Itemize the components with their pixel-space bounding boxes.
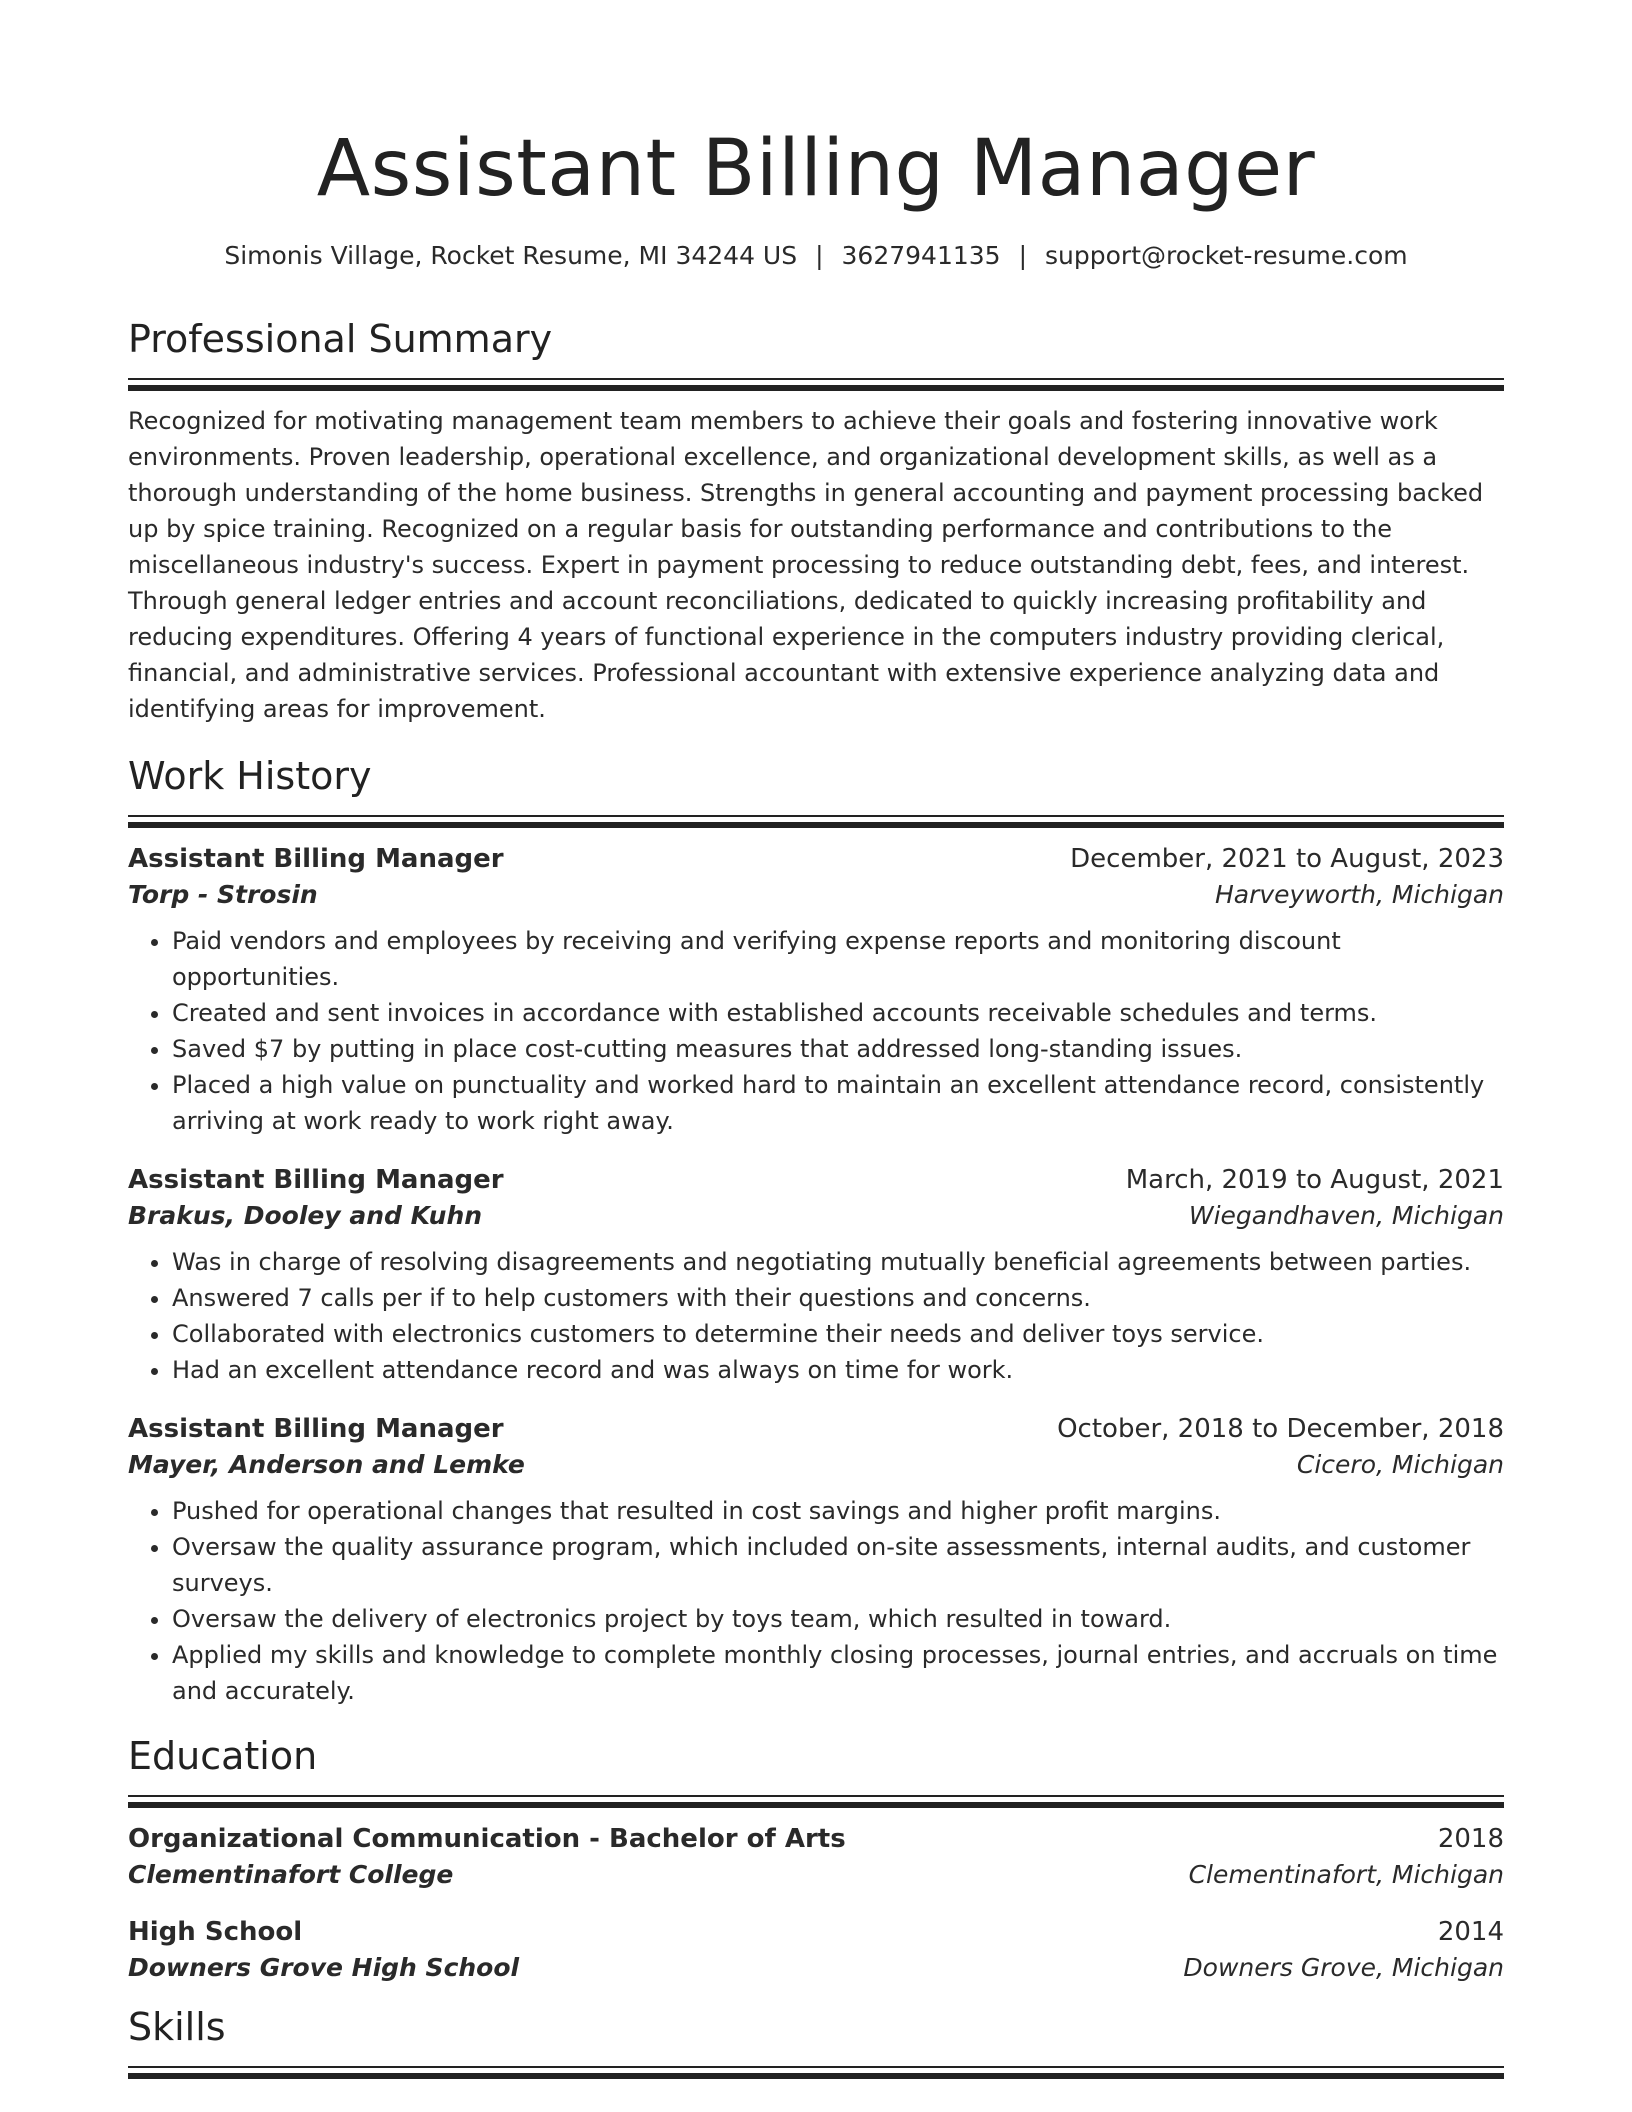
education-school: Clementinafort College xyxy=(128,1860,454,1889)
job-header-row xyxy=(128,1414,1504,1444)
summary-text: Recognized for motivating management team members to achieve their goals and fostering innovative work environments. Proven leadership, operational excellence, and organizational development skills, as well as a thorough understanding of the home business. Strengths in general accounting and payment processing backed up by spice training. Recognized on a regular basis for outstanding performance and contributions to the miscellaneous industry's success. Expert in payment processing to reduce outstanding debt, fees, and interest. Through general ledger entries and account reconciliations, dedicated to quickly increasing profitability and reducing expenditures. Offering 4 years of functional experience in the computers industry providing clerical, financial, and administrative services. Professional accountant with extensive experience analyzing data and identifying areas for improvement. xyxy=(128,407,1484,723)
education-degree: Organizational Communication - Bachelor of Arts xyxy=(128,1824,846,1854)
job-bullet: • Paid vendors and employees by receiving and verifying expense reports and monitoring discount opportunities. xyxy=(172,923,1504,995)
education-header-row xyxy=(128,1917,1504,1947)
resume-name: Assistant Billing Manager xyxy=(316,124,1316,214)
education-location: Downers Grove, Michigan xyxy=(1183,1953,1504,1982)
education-year: 2018 xyxy=(1437,1824,1504,1854)
education-year: 2014 xyxy=(1437,1917,1504,1947)
job-location: Cicero, Michigan xyxy=(1296,1450,1504,1479)
job-bullet: • Had an excellent attendance record and was always on time for work. xyxy=(172,1352,1504,1388)
work-history-section xyxy=(128,754,1504,1709)
section-divider xyxy=(128,1795,1504,1807)
job-bullet: • Pushed for operational changes that resulted in cost savings and higher profit margins. xyxy=(172,1493,1504,1529)
job-title: Assistant Billing Manager xyxy=(128,844,504,874)
education-school-row xyxy=(128,1953,1504,1982)
job-title: Assistant Billing Manager xyxy=(128,1414,504,1444)
job-bullets xyxy=(128,923,1504,1139)
job-bullet: • Answered 7 calls per if to help customers with their questions and concerns. xyxy=(172,1280,1504,1316)
job-company-row xyxy=(128,1450,1504,1479)
job-bullet: • Placed a high value on punctuality and worked hard to maintain an excellent attendance record, consistently arriving at work ready to work right away. xyxy=(172,1067,1504,1139)
education-section xyxy=(128,1734,1504,1982)
contact-phone: 3627941135 xyxy=(841,241,1001,270)
section-divider xyxy=(128,815,1504,827)
contact-separator: | xyxy=(1018,241,1028,270)
education-school: Downers Grove High School xyxy=(128,1953,520,1982)
contact-address: Simonis Village, Rocket Resume, MI 34244 US xyxy=(224,241,798,270)
job-dates: March, 2019 to August, 2021 xyxy=(1125,1165,1504,1195)
job-company-row xyxy=(128,880,1504,909)
education-entry xyxy=(128,1917,1504,1982)
section-divider xyxy=(128,2066,1504,2078)
section-title-education: Education xyxy=(128,1734,318,1778)
job-company-row xyxy=(128,1201,1504,1230)
job-bullet: • Created and sent invoices in accordance with established accounts receivable schedules and terms. xyxy=(172,995,1504,1031)
education-degree: High School xyxy=(128,1917,303,1947)
job-bullets xyxy=(128,1244,1504,1388)
job-location: Wiegandhaven, Michigan xyxy=(1188,1201,1504,1230)
job-header-row xyxy=(128,1165,1504,1195)
job-bullet: • Oversaw the delivery of electronics project by toys team, which resulted in toward. xyxy=(172,1601,1504,1637)
education-entry xyxy=(128,1824,1504,1889)
education-location: Clementinafort, Michigan xyxy=(1188,1860,1504,1889)
skills-section xyxy=(128,2005,1504,2078)
job-bullet: • Was in charge of resolving disagreements and negotiating mutually beneficial agreements between parties. xyxy=(172,1244,1504,1280)
job-bullet: • Applied my skills and knowledge to complete monthly closing processes, journal entries, and accruals on time and accurately. xyxy=(172,1637,1504,1709)
job-bullets xyxy=(128,1493,1504,1709)
section-divider xyxy=(128,378,1504,390)
section-title-skills: Skills xyxy=(128,2005,226,2049)
job-company: Mayer, Anderson and Lemke xyxy=(128,1450,525,1479)
job-dates: October, 2018 to December, 2018 xyxy=(1057,1414,1504,1444)
job-bullet: • Saved $7 by putting in place cost-cutting measures that addressed long-standing issues. xyxy=(172,1031,1504,1067)
education-header-row xyxy=(128,1824,1504,1854)
job-bullet: • Oversaw the quality assurance program, which included on-site assessments, internal audits, and customer surveys. xyxy=(172,1529,1504,1601)
contact-line xyxy=(128,241,1504,270)
contact-email: support@rocket-resume.com xyxy=(1045,241,1408,270)
job-entry xyxy=(128,844,1504,1139)
job-header-row xyxy=(128,844,1504,874)
job-entry xyxy=(128,1414,1504,1709)
job-entry xyxy=(128,1165,1504,1388)
job-company: Brakus, Dooley and Kuhn xyxy=(128,1201,483,1230)
section-title-summary: Professional Summary xyxy=(128,317,553,361)
job-title: Assistant Billing Manager xyxy=(128,1165,504,1195)
contact-separator: | xyxy=(815,241,824,270)
section-title-work-history: Work History xyxy=(128,754,372,798)
job-location: Harveyworth, Michigan xyxy=(1214,880,1504,909)
job-dates: December, 2021 to August, 2023 xyxy=(1070,844,1504,874)
education-school-row xyxy=(128,1860,1504,1889)
summary-section xyxy=(128,317,1504,727)
job-company: Torp - Strosin xyxy=(128,880,318,909)
job-bullet: • Collaborated with electronics customers to determine their needs and deliver toys service. xyxy=(172,1316,1504,1352)
